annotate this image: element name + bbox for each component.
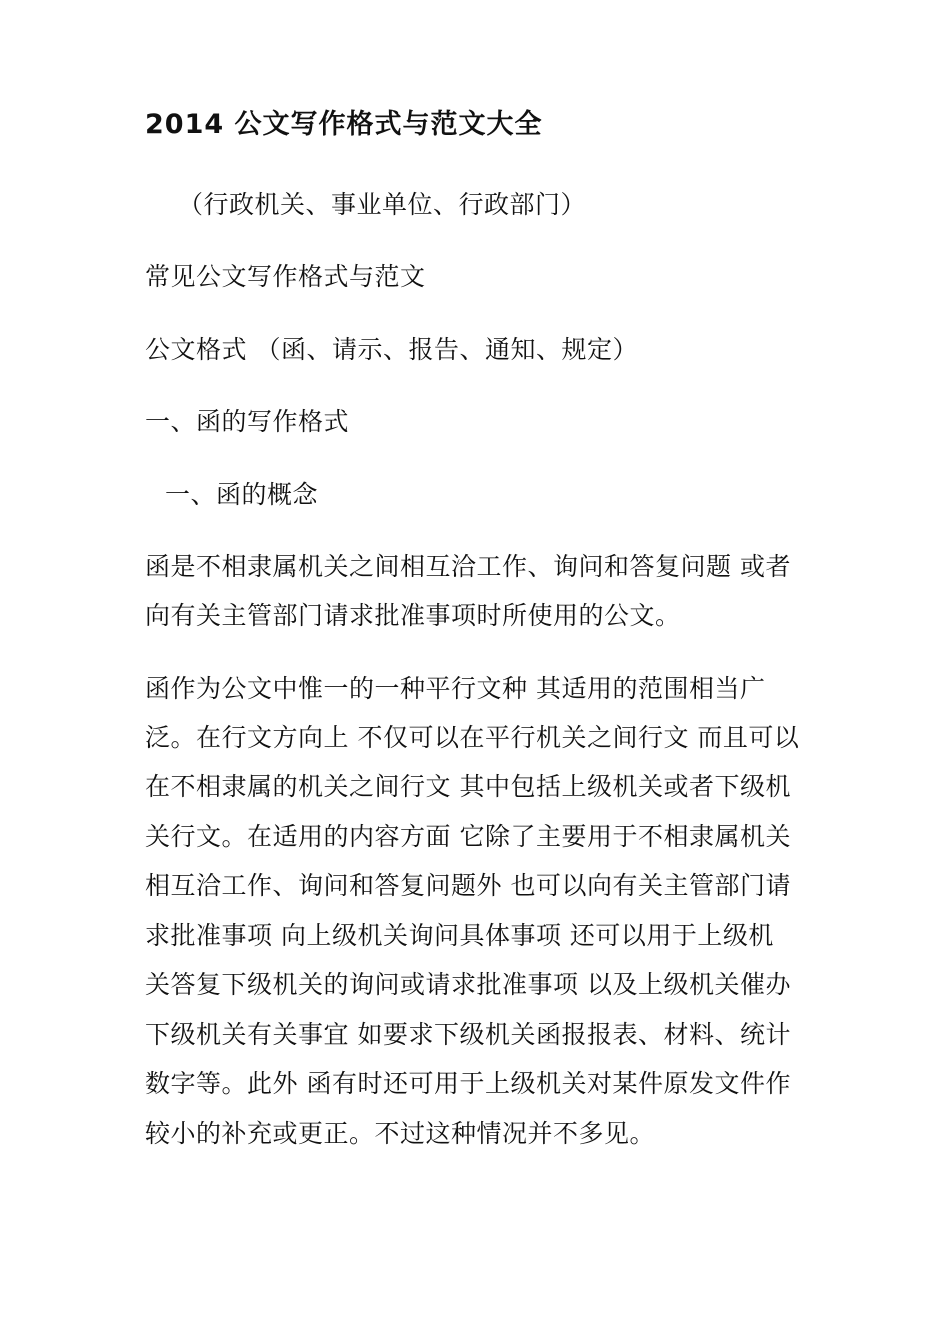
paragraph-2-line: 关行文。在适用的内容方面 它除了主要用于不相隶属机关 bbox=[145, 822, 791, 851]
paragraph-2-line: 下级机关有关事宜 如要求下级机关函报报表、材料、统计 bbox=[145, 1020, 791, 1049]
paragraph-2-line: 求批准事项 向上级机关询问具体事项 还可以用于上级机 bbox=[145, 921, 774, 950]
section-heading-common-formats: 常见公文写作格式与范文 bbox=[145, 262, 426, 291]
section-heading-document-formats: 公文格式 （函、请示、报告、通知、规定） bbox=[145, 335, 638, 364]
paragraph-2-line: 相互洽工作、询问和答复问题外 也可以向有关主管部门请 bbox=[145, 871, 791, 900]
paragraph-2-line: 关答复下级机关的询问或请求批准事项 以及上级机关催办 bbox=[145, 970, 791, 999]
document-title: 2014 公文写作格式与范文大全 bbox=[145, 109, 543, 140]
section-heading-letter-format: 一、函的写作格式 bbox=[145, 407, 350, 436]
paragraph-2-line: 数字等。此外 函有时还可用于上级机关对某件原发文件作 bbox=[145, 1069, 791, 1098]
paragraph-1-line: 向有关主管部门请求批准事项时所使用的公文。 bbox=[145, 601, 681, 630]
paragraph-2-line: 泛。在行文方向上 不仅可以在平行机关之间行文 而且可以 bbox=[145, 723, 800, 752]
paragraph-2-line: 函作为公文中惟一的一种平行文种 其适用的范围相当广 bbox=[145, 674, 766, 703]
paragraph-1-line: 函是不相隶属机关之间相互洽工作、询问和答复问题 或者 bbox=[145, 552, 791, 581]
subsection-heading-letter-concept: 一、函的概念 bbox=[165, 480, 319, 509]
paragraph-2-line: 较小的补充或更正。不过这种情况并不多见。 bbox=[145, 1119, 656, 1148]
paragraph-2-line: 在不相隶属的机关之间行文 其中包括上级机关或者下级机 bbox=[145, 772, 791, 801]
document-subtitle: （行政机关、事业单位、行政部门） bbox=[178, 190, 587, 219]
